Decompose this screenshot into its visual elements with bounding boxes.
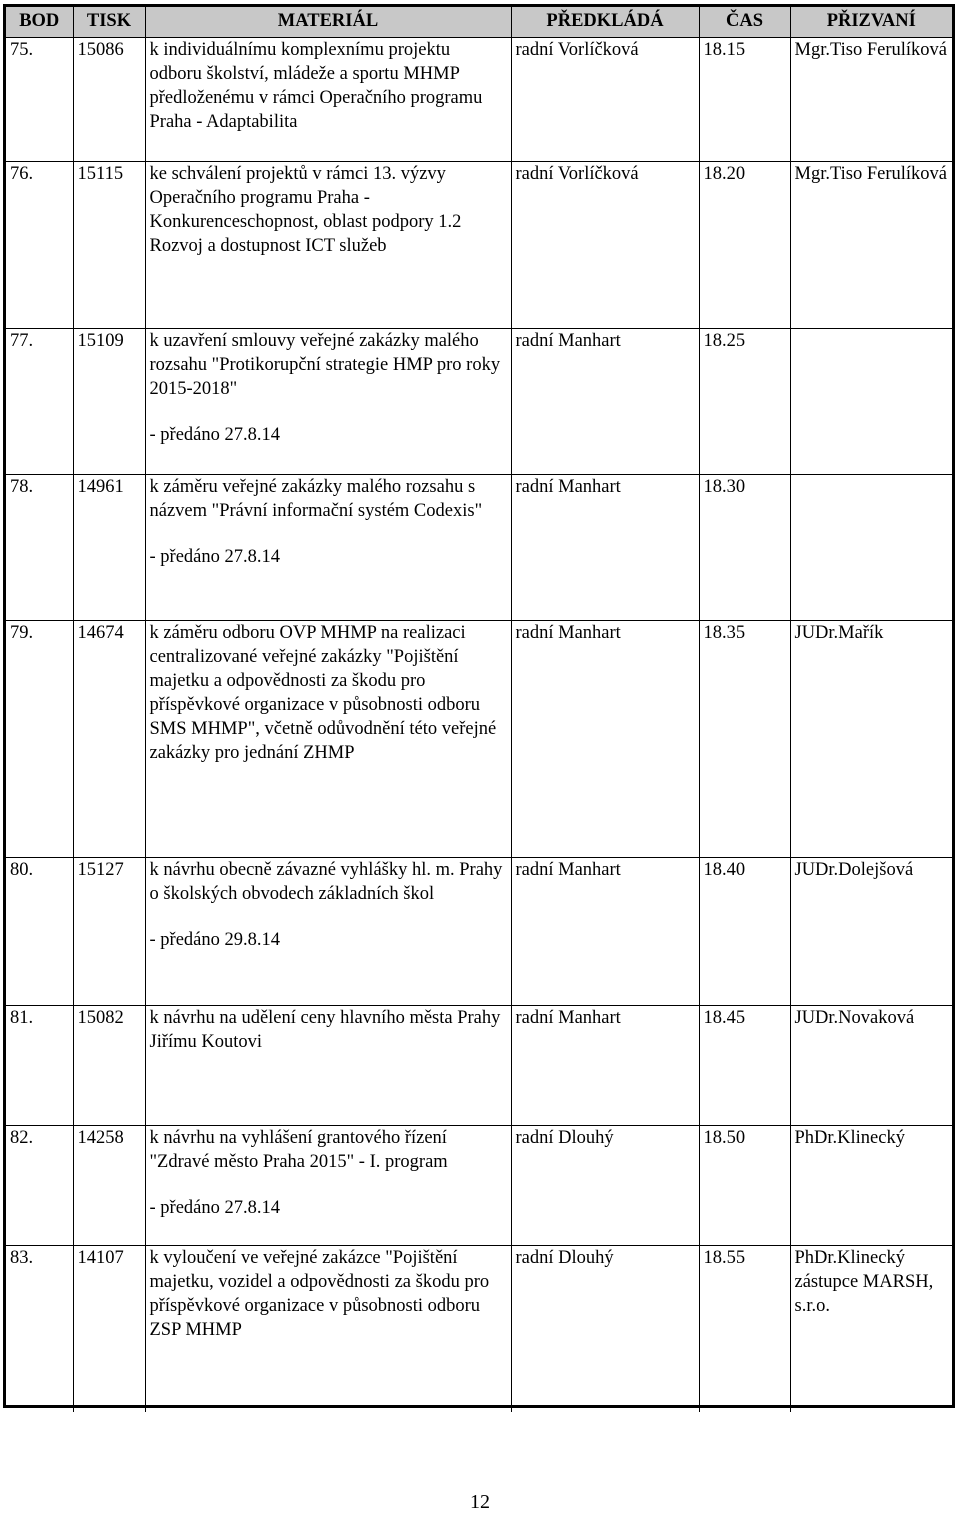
cell-bod xyxy=(6,329,73,475)
cell-material xyxy=(145,38,511,162)
handover-note: - předáno 29.8.14 xyxy=(149,930,280,950)
cell-prizvani xyxy=(790,621,952,858)
prizvani-text: JUDr.Novaková xyxy=(794,1008,915,1028)
material-text: k uzavření smlouvy veřejné zakázky malého rozsahu "Protikorupční strategie HMP pro roky 2015-2018" xyxy=(149,331,501,399)
prizvani-text: PhDr.Klinecký xyxy=(794,1128,905,1148)
cell-tisk xyxy=(73,1006,145,1126)
cell-tisk xyxy=(73,475,145,621)
cell-predklada xyxy=(511,858,699,1006)
material-text: k návrhu na vyhlášení grantového řízení "Zdravé město Praha 2015" - I. program xyxy=(149,1128,448,1172)
cell-bod xyxy=(6,1126,73,1246)
bod-text: 80. xyxy=(10,860,34,880)
cell-predklada xyxy=(511,329,699,475)
material-text: k záměru veřejné zakázky malého rozsahu s názvem "Právní informační systém Codexis" xyxy=(149,477,483,521)
cell-cas xyxy=(699,329,790,475)
table-row xyxy=(6,475,952,621)
prizvani-text: PhDr.Klinecký zástupce MARSH, s.r.o. xyxy=(794,1248,934,1316)
cell-cas xyxy=(699,38,790,162)
cas-text: 18.45 xyxy=(703,1008,746,1028)
cell-tisk xyxy=(73,162,145,329)
cas-text: 18.15 xyxy=(703,40,746,60)
prizvani-text: JUDr.Dolejšová xyxy=(794,860,914,880)
table-row xyxy=(6,621,952,858)
material-text: k vyloučení ve veřejné zakázce "Pojištění majetku, vozidel a odpovědnosti za škodu pro příspěvkové organizace v působnosti odboru ZSP MHMP xyxy=(149,1248,490,1340)
handover-note: - předáno 27.8.14 xyxy=(149,1198,280,1218)
table-row xyxy=(6,162,952,329)
cell-material xyxy=(145,1126,511,1246)
cell-tisk xyxy=(73,1246,145,1412)
predklada-text: radní Manhart xyxy=(515,331,621,351)
cell-cas xyxy=(699,1006,790,1126)
cell-bod xyxy=(6,621,73,858)
cas-text: 18.35 xyxy=(703,623,746,643)
tisk-text: 14674 xyxy=(77,623,124,643)
cell-bod xyxy=(6,38,73,162)
cas-text: 18.25 xyxy=(703,331,746,351)
predklada-text: radní Dlouhý xyxy=(515,1248,614,1268)
material-text: k individuálnímu komplexnímu projektu odboru školství, mládeže a sportu MHMP předloženému v rámci Operačního programu Praha - Adaptabilita xyxy=(149,40,483,132)
material-text: ke schválení projektů v rámci 13. výzvy Operačního programu Praha - Konkurenceschopnost, oblast podpory 1.2 Rozvoj a dostupnost ICT služeb xyxy=(149,164,462,256)
bod-text: 77. xyxy=(10,331,34,351)
cell-cas xyxy=(699,1126,790,1246)
bod-text: 78. xyxy=(10,477,34,497)
table-row xyxy=(6,1006,952,1126)
cell-tisk xyxy=(73,1126,145,1246)
cell-cas xyxy=(699,621,790,858)
table-row xyxy=(6,1246,952,1412)
header-bod: BOD xyxy=(6,7,73,38)
page-number: 12 xyxy=(470,1491,490,1513)
tisk-text: 14258 xyxy=(77,1128,124,1148)
table-row xyxy=(6,1126,952,1246)
header-predklada: PŘEDKLÁDÁ xyxy=(511,7,699,38)
bod-text: 75. xyxy=(10,40,34,60)
table-row xyxy=(6,858,952,1006)
tisk-text: 15086 xyxy=(77,40,124,60)
cell-prizvani xyxy=(790,858,952,1006)
tisk-text: 14107 xyxy=(77,1248,124,1268)
cell-predklada xyxy=(511,1246,699,1412)
cell-bod xyxy=(6,1246,73,1412)
cell-predklada xyxy=(511,1006,699,1126)
header-tisk: TISK xyxy=(73,7,145,38)
prizvani-text: Mgr.Tiso Ferulíková xyxy=(794,40,947,60)
cell-bod xyxy=(6,1006,73,1126)
cell-cas xyxy=(699,162,790,329)
cell-predklada xyxy=(511,621,699,858)
bod-text: 76. xyxy=(10,164,34,184)
cell-bod xyxy=(6,475,73,621)
tisk-text: 15109 xyxy=(77,331,124,351)
cas-text: 18.50 xyxy=(703,1128,746,1148)
tisk-text: 14961 xyxy=(77,477,124,497)
table-row xyxy=(6,38,952,162)
cell-material xyxy=(145,858,511,1006)
predklada-text: radní Vorlíčková xyxy=(515,164,639,184)
cell-predklada xyxy=(511,475,699,621)
predklada-text: radní Manhart xyxy=(515,1008,621,1028)
cell-predklada xyxy=(511,38,699,162)
tisk-text: 15115 xyxy=(77,164,124,184)
agenda-table-frame xyxy=(3,4,955,1408)
prizvani-text: Mgr.Tiso Ferulíková xyxy=(794,164,947,184)
cas-text: 18.40 xyxy=(703,860,746,880)
agenda-table xyxy=(6,7,952,1412)
header-cas: ČAS xyxy=(699,7,790,38)
cell-cas xyxy=(699,475,790,621)
tisk-text: 15082 xyxy=(77,1008,124,1028)
cell-predklada xyxy=(511,1126,699,1246)
material-text: k záměru odboru OVP MHMP na realizaci centralizované veřejné zakázky "Pojištění majetku a odpovědnosti za škodu pro příspěvkové organizace v působnosti odboru SMS MHMP", včetně odůvodnění této veřejné zakázky pro jednání ZHMP xyxy=(149,623,497,763)
cell-tisk xyxy=(73,858,145,1006)
cell-prizvani xyxy=(790,475,952,621)
predklada-text: radní Vorlíčková xyxy=(515,40,639,60)
cell-prizvani xyxy=(790,329,952,475)
handover-note: - předáno 27.8.14 xyxy=(149,425,280,445)
cell-bod xyxy=(6,858,73,1006)
bod-text: 83. xyxy=(10,1248,34,1268)
tisk-text: 15127 xyxy=(77,860,124,880)
material-text: k návrhu na udělení ceny hlavního města Prahy Jiřímu Koutovi xyxy=(149,1008,501,1052)
cas-text: 18.55 xyxy=(703,1248,746,1268)
cell-cas xyxy=(699,1246,790,1412)
bod-text: 79. xyxy=(10,623,34,643)
cell-prizvani xyxy=(790,1246,952,1412)
cell-predklada xyxy=(511,162,699,329)
cell-prizvani xyxy=(790,1126,952,1246)
handover-note: - předáno 27.8.14 xyxy=(149,547,280,567)
cell-prizvani xyxy=(790,1006,952,1126)
cas-text: 18.30 xyxy=(703,477,746,497)
cell-tisk xyxy=(73,38,145,162)
cell-material xyxy=(145,1246,511,1412)
bod-text: 81. xyxy=(10,1008,34,1028)
cell-prizvani xyxy=(790,38,952,162)
header-row xyxy=(6,7,952,38)
predklada-text: radní Manhart xyxy=(515,623,621,643)
cell-cas xyxy=(699,858,790,1006)
table-row xyxy=(6,329,952,475)
header-prizvani: PŘIZVANÍ xyxy=(790,7,952,38)
cell-material xyxy=(145,329,511,475)
cell-material xyxy=(145,475,511,621)
cell-prizvani xyxy=(790,162,952,329)
cell-tisk xyxy=(73,621,145,858)
predklada-text: radní Manhart xyxy=(515,477,621,497)
prizvani-text: JUDr.Mařík xyxy=(794,623,884,643)
bod-text: 82. xyxy=(10,1128,34,1148)
material-text: k návrhu obecně závazné vyhlášky hl. m. Prahy o školských obvodech základních škol xyxy=(149,860,503,904)
predklada-text: radní Manhart xyxy=(515,860,621,880)
header-material: MATERIÁL xyxy=(145,7,511,38)
cell-material xyxy=(145,1006,511,1126)
cell-bod xyxy=(6,162,73,329)
predklada-text: radní Dlouhý xyxy=(515,1128,614,1148)
cell-tisk xyxy=(73,329,145,475)
cas-text: 18.20 xyxy=(703,164,746,184)
cell-material xyxy=(145,162,511,329)
cell-material xyxy=(145,621,511,858)
